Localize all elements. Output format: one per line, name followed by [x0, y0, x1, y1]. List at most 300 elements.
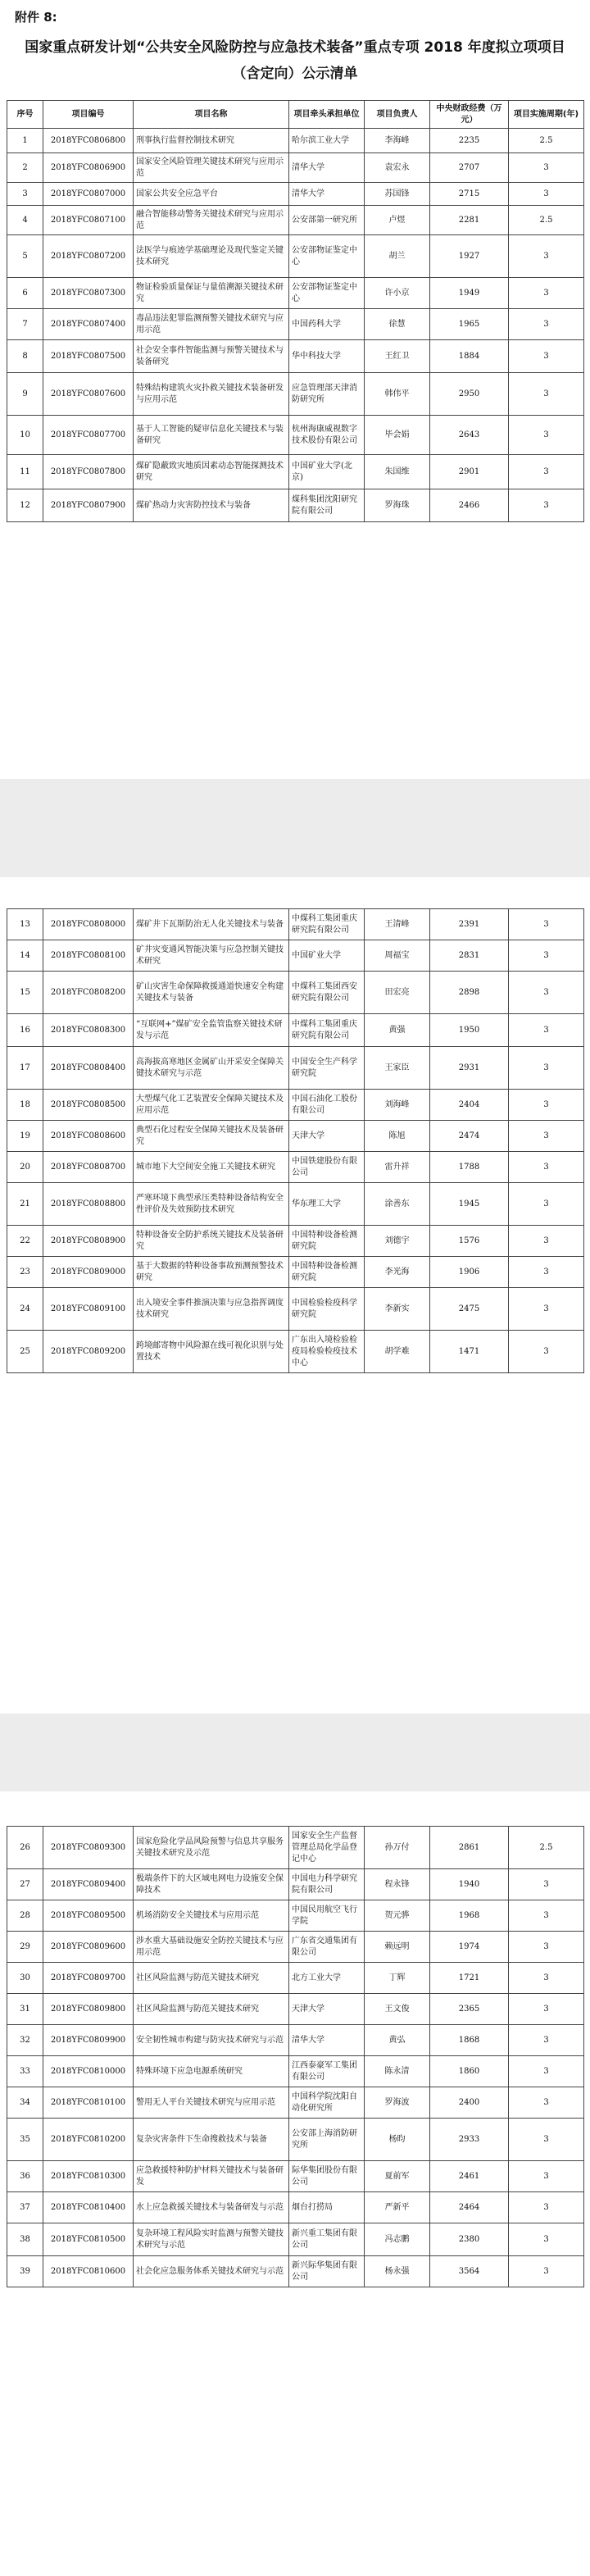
cell-unit: 中国科学院沈阳自动化研究所	[289, 2087, 365, 2119]
cell-code: 2018YFC0806800	[43, 129, 134, 153]
cell-unit: 中国药科大学	[289, 309, 365, 340]
cell-name: 机场消防安全关键技术与应用示范	[134, 1900, 289, 1932]
cell-fund: 2715	[430, 183, 509, 206]
column-header-fund: 中央财政经费（万元）	[430, 101, 509, 129]
cell-period: 3	[509, 1994, 584, 2025]
cell-seq: 39	[7, 2256, 43, 2287]
cell-seq: 13	[7, 909, 43, 940]
cell-name: 应急救援特种防护材料关键技术与装备研发	[134, 2161, 289, 2192]
table-row	[7, 1226, 584, 1257]
table-row	[7, 153, 584, 183]
cell-name: 矿井灾变通风智能决策与应急控制关键技术研究	[134, 940, 289, 972]
cell-leader: 孙万付	[365, 1827, 430, 1869]
cell-period: 3	[509, 1869, 584, 1900]
cell-period: 3	[509, 1226, 584, 1257]
cell-period: 3	[509, 1963, 584, 1994]
document-title: 国家重点研发计划“公共安全风险防控与应急技术装备”重点专项 2018 年度拟立项项目（含定向）公示清单	[25, 39, 565, 82]
cell-fund: 1945	[430, 1183, 509, 1226]
cell-seq: 1	[7, 129, 43, 153]
cell-unit: 中国电力科学研究院有限公司	[289, 1869, 365, 1900]
cell-name: 基于大数据的特种设备事故预测预警技术研究	[134, 1257, 289, 1288]
cell-seq: 24	[7, 1288, 43, 1331]
cell-name: 极端条件下的大区域电网电力设施安全保障技术	[134, 1869, 289, 1900]
cell-code: 2018YFC0809200	[43, 1331, 134, 1373]
project-table-part-3	[7, 1826, 584, 2287]
cell-name: 煤矿隐蔽致灾地质因素动态智能探测技术研究	[134, 455, 289, 489]
table-row	[7, 1090, 584, 1121]
cell-leader: 李新实	[365, 1288, 430, 1331]
table-row	[7, 455, 584, 489]
cell-leader: 黄弘	[365, 2025, 430, 2056]
table-row	[7, 940, 584, 972]
cell-period: 3	[509, 1152, 584, 1183]
cell-name: 警用无人平台关键技术研究与应用示范	[134, 2087, 289, 2119]
table-row	[7, 1827, 584, 1869]
table-row	[7, 1900, 584, 1932]
cell-unit: 中国检验检疫科学研究院	[289, 1288, 365, 1331]
cell-period: 3	[509, 2192, 584, 2223]
table-row	[7, 416, 584, 455]
cell-period: 3	[509, 909, 584, 940]
cell-fund: 1721	[430, 1963, 509, 1994]
table-row	[7, 129, 584, 153]
document-page-3	[0, 1791, 590, 2576]
table-row	[7, 1994, 584, 2025]
cell-leader: 王清峰	[365, 909, 430, 940]
cell-period: 2.5	[509, 129, 584, 153]
cell-code: 2018YFC0809300	[43, 1827, 134, 1869]
cell-unit: 江西泰豪军工集团有限公司	[289, 2056, 365, 2087]
project-table-part-2	[7, 908, 584, 1373]
cell-unit: 应急管理部天津消防研究所	[289, 373, 365, 416]
cell-unit: 公安部上海消防研究所	[289, 2119, 365, 2161]
attachment-label: 附件 8:	[15, 10, 57, 25]
cell-fund: 2404	[430, 1090, 509, 1121]
cell-unit: 清华大学	[289, 2025, 365, 2056]
cell-code: 2018YFC0808200	[43, 972, 134, 1014]
cell-leader: 程永锋	[365, 1869, 430, 1900]
cell-seq: 6	[7, 278, 43, 309]
cell-leader: 贺元骅	[365, 1900, 430, 1932]
cell-leader: 刘德宇	[365, 1226, 430, 1257]
cell-leader: 毕会娟	[365, 416, 430, 455]
cell-code: 2018YFC0808500	[43, 1090, 134, 1121]
cell-unit: 新兴际华集团有限公司	[289, 2256, 365, 2287]
page-gap	[0, 1714, 590, 1791]
table-row	[7, 309, 584, 340]
cell-unit: 中煤科工集团西安研究院有限公司	[289, 972, 365, 1014]
table-row	[7, 2256, 584, 2287]
cell-fund: 1576	[430, 1226, 509, 1257]
cell-unit: 清华大学	[289, 153, 365, 183]
cell-fund: 1950	[430, 1014, 509, 1047]
cell-fund: 2400	[430, 2087, 509, 2119]
cell-seq: 33	[7, 2056, 43, 2087]
cell-period: 3	[509, 1121, 584, 1152]
cell-name: 高海拔高寒地区金属矿山开采安全保障关键技术研究与示范	[134, 1047, 289, 1090]
cell-code: 2018YFC0808900	[43, 1226, 134, 1257]
cell-name: 跨境邮寄物中风险源在线可视化识别与处置技术	[134, 1331, 289, 1373]
cell-seq: 34	[7, 2087, 43, 2119]
table-row	[7, 1963, 584, 1994]
cell-unit: 北方工业大学	[289, 1963, 365, 1994]
cell-leader: 韩伟平	[365, 373, 430, 416]
cell-fund: 2931	[430, 1047, 509, 1090]
cell-code: 2018YFC0807900	[43, 489, 134, 522]
table-row	[7, 909, 584, 940]
column-header-seq: 序号	[7, 101, 43, 129]
cell-period: 3	[509, 1014, 584, 1047]
cell-seq: 15	[7, 972, 43, 1014]
cell-unit: 公安部物证鉴定中心	[289, 235, 365, 278]
cell-period: 3	[509, 1288, 584, 1331]
cell-fund: 2901	[430, 455, 509, 489]
cell-seq: 32	[7, 2025, 43, 2056]
cell-fund: 2461	[430, 2161, 509, 2192]
cell-leader: 雷升祥	[365, 1152, 430, 1183]
cell-fund: 2707	[430, 153, 509, 183]
cell-name: 毒品违法犯罪监测预警关键技术研究与应用示范	[134, 309, 289, 340]
cell-name: 社会化应急服务体系关键技术研究与示范	[134, 2256, 289, 2287]
cell-name: 国家安全风险管理关键技术研究与应用示范	[134, 153, 289, 183]
cell-period: 3	[509, 2223, 584, 2256]
cell-code: 2018YFC0807000	[43, 183, 134, 206]
page-gap	[0, 779, 590, 877]
cell-name: 典型石化过程安全保障关键技术及装备研究	[134, 1121, 289, 1152]
cell-fund: 2643	[430, 416, 509, 455]
cell-fund: 2281	[430, 206, 509, 235]
cell-period: 3	[509, 1090, 584, 1121]
cell-name: 国家危险化学品风险预警与信息共享服务关键技术研究及示范	[134, 1827, 289, 1869]
cell-leader: 王家臣	[365, 1047, 430, 1090]
cell-fund: 1949	[430, 278, 509, 309]
table-row	[7, 2192, 584, 2223]
cell-leader: 袁宏永	[365, 153, 430, 183]
cell-seq: 3	[7, 183, 43, 206]
cell-code: 2018YFC0810500	[43, 2223, 134, 2256]
cell-leader: 卢煜	[365, 206, 430, 235]
cell-period: 3	[509, 153, 584, 183]
table-row	[7, 2161, 584, 2192]
cell-code: 2018YFC0809800	[43, 1994, 134, 2025]
table-row	[7, 1288, 584, 1331]
cell-code: 2018YFC0810600	[43, 2256, 134, 2287]
cell-period: 3	[509, 278, 584, 309]
cell-unit: 中国安全生产科学研究院	[289, 1047, 365, 1090]
cell-fund: 2861	[430, 1827, 509, 1869]
cell-period: 3	[509, 2161, 584, 2192]
cell-seq: 28	[7, 1900, 43, 1932]
cell-leader: 李光海	[365, 1257, 430, 1288]
cell-fund: 1974	[430, 1932, 509, 1963]
cell-seq: 25	[7, 1331, 43, 1373]
cell-leader: 赖远明	[365, 1932, 430, 1963]
cell-fund: 2898	[430, 972, 509, 1014]
cell-seq: 35	[7, 2119, 43, 2161]
cell-seq: 22	[7, 1226, 43, 1257]
cell-unit: 中国民用航空飞行学院	[289, 1900, 365, 1932]
column-header-code: 项目编号	[43, 101, 134, 129]
cell-code: 2018YFC0808000	[43, 909, 134, 940]
table-header-row	[7, 101, 584, 129]
cell-fund: 1927	[430, 235, 509, 278]
cell-code: 2018YFC0808300	[43, 1014, 134, 1047]
cell-seq: 18	[7, 1090, 43, 1121]
cell-period: 3	[509, 309, 584, 340]
table-row	[7, 1183, 584, 1226]
cell-seq: 17	[7, 1047, 43, 1090]
cell-leader: 胡兰	[365, 235, 430, 278]
table-row	[7, 2056, 584, 2087]
table-row	[7, 235, 584, 278]
cell-code: 2018YFC0808400	[43, 1047, 134, 1090]
cell-name: 社区风险监测与防范关键技术研究	[134, 1994, 289, 2025]
cell-seq: 14	[7, 940, 43, 972]
cell-code: 2018YFC0807300	[43, 278, 134, 309]
cell-fund: 1968	[430, 1900, 509, 1932]
cell-fund: 2474	[430, 1121, 509, 1152]
cell-seq: 5	[7, 235, 43, 278]
cell-fund: 3564	[430, 2256, 509, 2287]
cell-seq: 10	[7, 416, 43, 455]
cell-unit: 中国铁建股份有限公司	[289, 1152, 365, 1183]
cell-code: 2018YFC0807700	[43, 416, 134, 455]
cell-code: 2018YFC0810100	[43, 2087, 134, 2119]
cell-period: 3	[509, 235, 584, 278]
cell-leader: 王红卫	[365, 340, 430, 373]
table-row	[7, 2087, 584, 2119]
table-row	[7, 1014, 584, 1047]
cell-seq: 23	[7, 1257, 43, 1288]
cell-unit: 清华大学	[289, 183, 365, 206]
column-header-leader: 项目负责人	[365, 101, 430, 129]
cell-seq: 31	[7, 1994, 43, 2025]
cell-seq: 37	[7, 2192, 43, 2223]
table-row	[7, 1121, 584, 1152]
cell-code: 2018YFC0809000	[43, 1257, 134, 1288]
cell-fund: 2235	[430, 129, 509, 153]
table-row	[7, 2223, 584, 2256]
cell-unit: 哈尔滨工业大学	[289, 129, 365, 153]
column-header-period: 项目实施周期(年)	[509, 101, 584, 129]
cell-fund: 1868	[430, 2025, 509, 2056]
cell-leader: 许小京	[365, 278, 430, 309]
table-row	[7, 1331, 584, 1373]
cell-fund: 2475	[430, 1288, 509, 1331]
cell-code: 2018YFC0807500	[43, 340, 134, 373]
cell-code: 2018YFC0810200	[43, 2119, 134, 2161]
cell-unit: 天津大学	[289, 1994, 365, 2025]
table-row	[7, 2025, 584, 2056]
cell-period: 3	[509, 1047, 584, 1090]
cell-unit: 华中科技大学	[289, 340, 365, 373]
cell-leader: 李海峰	[365, 129, 430, 153]
cell-period: 3	[509, 455, 584, 489]
cell-leader: 严新平	[365, 2192, 430, 2223]
cell-fund: 1965	[430, 309, 509, 340]
cell-seq: 11	[7, 455, 43, 489]
cell-code: 2018YFC0808800	[43, 1183, 134, 1226]
cell-code: 2018YFC0808100	[43, 940, 134, 972]
cell-seq: 20	[7, 1152, 43, 1183]
cell-name: 特殊环境下应急电源系统研究	[134, 2056, 289, 2087]
cell-fund: 2466	[430, 489, 509, 522]
cell-name: 法医学与痕迹学基础理论及现代鉴定关键技术研究	[134, 235, 289, 278]
cell-unit: 天津大学	[289, 1121, 365, 1152]
cell-code: 2018YFC0810400	[43, 2192, 134, 2223]
cell-leader: 苏国锋	[365, 183, 430, 206]
cell-unit: 杭州海康威视数字技术股份有限公司	[289, 416, 365, 455]
table-row	[7, 206, 584, 235]
document-page-1	[0, 0, 590, 779]
cell-leader: 冯志鹏	[365, 2223, 430, 2256]
cell-period: 3	[509, 2025, 584, 2056]
cell-leader: 陈旭	[365, 1121, 430, 1152]
cell-code: 2018YFC0810300	[43, 2161, 134, 2192]
cell-seq: 30	[7, 1963, 43, 1994]
column-header-unit: 项目牵头承担单位	[289, 101, 365, 129]
cell-unit: 华东理工大学	[289, 1183, 365, 1226]
cell-period: 3	[509, 1932, 584, 1963]
cell-unit: 中国矿业大学	[289, 940, 365, 972]
cell-period: 3	[509, 416, 584, 455]
table-row	[7, 1932, 584, 1963]
cell-seq: 21	[7, 1183, 43, 1226]
cell-name: 融合智能移动警务关键技术研究与应用示范	[134, 206, 289, 235]
cell-leader: 田宏亮	[365, 972, 430, 1014]
cell-name: 国家公共安全应急平台	[134, 183, 289, 206]
cell-leader: 夏前军	[365, 2161, 430, 2192]
cell-period: 2.5	[509, 1827, 584, 1869]
cell-leader: 徐慧	[365, 309, 430, 340]
cell-fund: 2391	[430, 909, 509, 940]
cell-name: 社区风险监测与防范关键技术研究	[134, 1963, 289, 1994]
cell-code: 2018YFC0809900	[43, 2025, 134, 2056]
cell-unit: 广东出入境检验检疫局检验检疫技术中心	[289, 1331, 365, 1373]
cell-period: 3	[509, 183, 584, 206]
cell-seq: 19	[7, 1121, 43, 1152]
cell-period: 3	[509, 2056, 584, 2087]
cell-leader: 丁辉	[365, 1963, 430, 1994]
cell-period: 3	[509, 1257, 584, 1288]
cell-name: 刑事执行监督控制技术研究	[134, 129, 289, 153]
cell-unit: 中煤科工集团重庆研究院有限公司	[289, 909, 365, 940]
cell-fund: 1906	[430, 1257, 509, 1288]
cell-code: 2018YFC0810000	[43, 2056, 134, 2087]
cell-name: 煤矿井下瓦斯防治无人化关键技术与装备	[134, 909, 289, 940]
cell-fund: 1788	[430, 1152, 509, 1183]
table-row	[7, 340, 584, 373]
cell-code: 2018YFC0807600	[43, 373, 134, 416]
cell-unit: 广东省交通集团有限公司	[289, 1932, 365, 1963]
cell-fund: 2831	[430, 940, 509, 972]
cell-period: 3	[509, 1900, 584, 1932]
table-row	[7, 183, 584, 206]
cell-leader: 涂善东	[365, 1183, 430, 1226]
cell-name: 大型煤气化工艺装置安全保障关键技术及应用示范	[134, 1090, 289, 1121]
cell-name: 物证检验质量保证与量值溯源关键技术研究	[134, 278, 289, 309]
cell-leader: 朱国维	[365, 455, 430, 489]
cell-unit: 公安部物证鉴定中心	[289, 278, 365, 309]
table-row	[7, 1257, 584, 1288]
cell-name: 特种设备安全防护系统关键技术及装备研究	[134, 1226, 289, 1257]
cell-seq: 36	[7, 2161, 43, 2192]
cell-leader: 罗海珠	[365, 489, 430, 522]
table-row	[7, 1152, 584, 1183]
cell-unit: 国家安全生产监督管理总局化学品登记中心	[289, 1827, 365, 1869]
cell-fund: 1471	[430, 1331, 509, 1373]
cell-name: 城市地下大空间安全施工关键技术研究	[134, 1152, 289, 1183]
cell-seq: 7	[7, 309, 43, 340]
cell-name: 矿山灾害生命保障救援通道快速安全构建关键技术与装备	[134, 972, 289, 1014]
table-row	[7, 2119, 584, 2161]
cell-period: 3	[509, 340, 584, 373]
cell-seq: 16	[7, 1014, 43, 1047]
cell-code: 2018YFC0809100	[43, 1288, 134, 1331]
cell-period: 3	[509, 1331, 584, 1373]
cell-leader: 黄强	[365, 1014, 430, 1047]
cell-seq: 8	[7, 340, 43, 373]
cell-code: 2018YFC0808600	[43, 1121, 134, 1152]
cell-code: 2018YFC0807400	[43, 309, 134, 340]
cell-unit: 新兴重工集团有限公司	[289, 2223, 365, 2256]
project-table-part-1	[7, 100, 584, 522]
cell-fund: 2380	[430, 2223, 509, 2256]
cell-leader: 陈永清	[365, 2056, 430, 2087]
table-row	[7, 1047, 584, 1090]
cell-fund: 2933	[430, 2119, 509, 2161]
cell-seq: 4	[7, 206, 43, 235]
cell-name: 社会安全事件智能监测与预警关键技术与装备研究	[134, 340, 289, 373]
cell-name: 涉水重大基础设施安全防控关键技术与应用示范	[134, 1932, 289, 1963]
cell-leader: 杨昀	[365, 2119, 430, 2161]
cell-period: 3	[509, 940, 584, 972]
cell-seq: 2	[7, 153, 43, 183]
cell-period: 3	[509, 972, 584, 1014]
cell-leader: 王文俊	[365, 1994, 430, 2025]
table-row	[7, 373, 584, 416]
cell-period: 3	[509, 373, 584, 416]
cell-code: 2018YFC0807100	[43, 206, 134, 235]
cell-leader: 刘海峰	[365, 1090, 430, 1121]
column-header-name: 项目名称	[134, 101, 289, 129]
cell-leader: 周福宝	[365, 940, 430, 972]
cell-name: 出入境安全事件推演决策与应急指挥调度技术研究	[134, 1288, 289, 1331]
cell-name: 复杂灾害条件下生命搜救技术与装备	[134, 2119, 289, 2161]
cell-name: 特殊结构建筑火灾扑救关键技术装备研发与应用示范	[134, 373, 289, 416]
cell-period: 3	[509, 2256, 584, 2287]
cell-unit: 煤科集团沈阳研究院有限公司	[289, 489, 365, 522]
cell-unit: 烟台打捞局	[289, 2192, 365, 2223]
cell-code: 2018YFC0807800	[43, 455, 134, 489]
cell-code: 2018YFC0809600	[43, 1932, 134, 1963]
cell-code: 2018YFC0809400	[43, 1869, 134, 1900]
cell-code: 2018YFC0809500	[43, 1900, 134, 1932]
cell-seq: 12	[7, 489, 43, 522]
cell-code: 2018YFC0809700	[43, 1963, 134, 1994]
cell-code: 2018YFC0808700	[43, 1152, 134, 1183]
cell-unit: 中国石油化工股份有限公司	[289, 1090, 365, 1121]
cell-code: 2018YFC0806900	[43, 153, 134, 183]
cell-fund: 2950	[430, 373, 509, 416]
cell-period: 3	[509, 2087, 584, 2119]
cell-unit: 中国矿业大学(北京)	[289, 455, 365, 489]
cell-name: 煤矿热动力灾害防控技术与装备	[134, 489, 289, 522]
cell-seq: 29	[7, 1932, 43, 1963]
cell-unit: 中国特种设备检测研究院	[289, 1226, 365, 1257]
cell-code: 2018YFC0807200	[43, 235, 134, 278]
cell-fund: 1940	[430, 1869, 509, 1900]
